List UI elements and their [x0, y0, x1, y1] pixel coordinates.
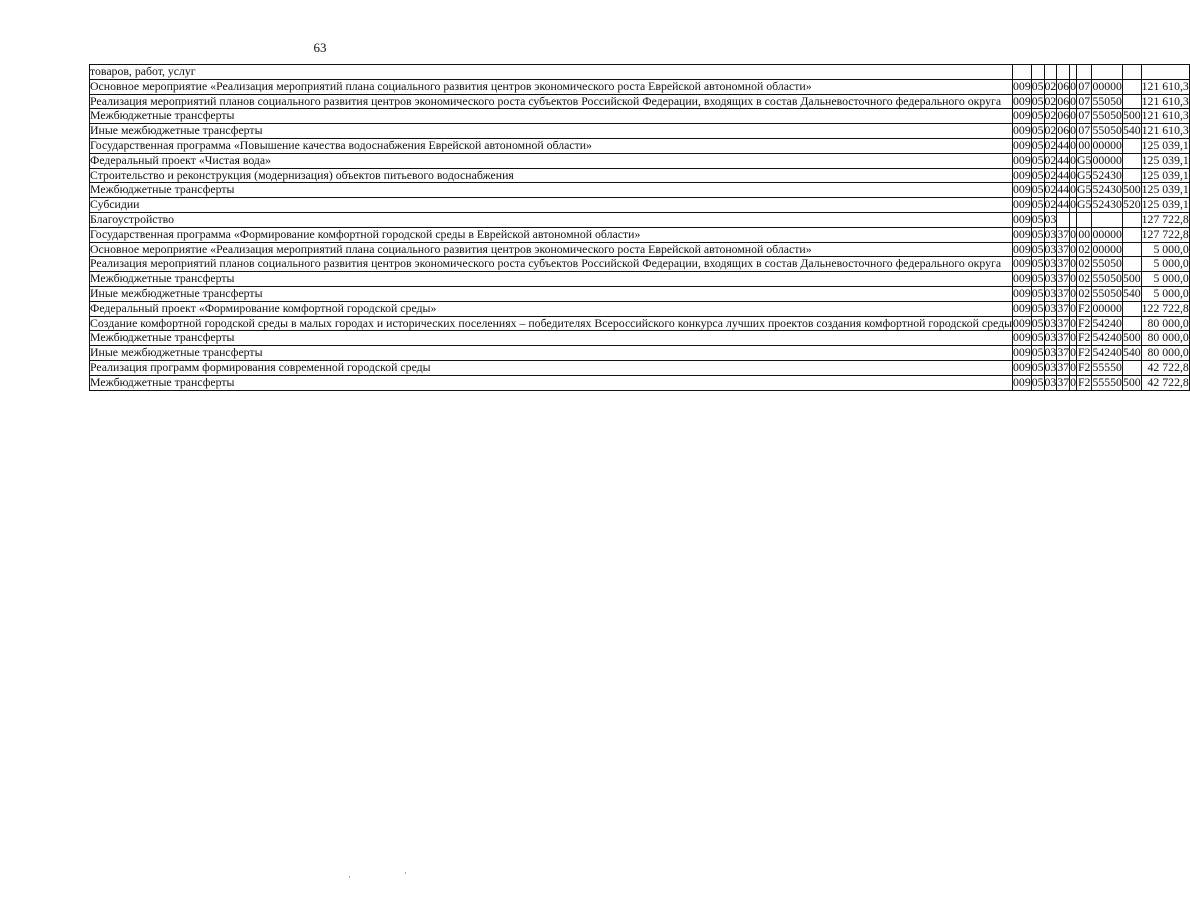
expense-type-cell: [1122, 168, 1141, 183]
expense-type-cell: 520: [1122, 197, 1141, 212]
item-name-cell: Межбюджетные трансферты: [90, 331, 1013, 346]
item-name-cell: Государственная программа «Повышение качества водоснабжения Еврейской автономной области»: [90, 138, 1013, 153]
subprogram-code-cell: 0: [1070, 197, 1077, 212]
admin-code-cell: 009: [1013, 374, 1031, 389]
item-name-cell: Иные межбюджетные трансферты: [90, 124, 1013, 139]
expense-type-cell: [1122, 138, 1141, 153]
amount-cell: 125 039,1: [1141, 197, 1189, 212]
event-code-cell: 00: [1078, 226, 1091, 241]
admin-code-cell: 009: [1013, 271, 1031, 286]
amount-cell: 5 000,0: [1141, 286, 1189, 301]
direction-code-cell: 52430: [1092, 167, 1122, 182]
item-name-cell: Федеральный проект «Формирование комфортной городской среды»: [90, 301, 1013, 316]
subsection-code-cell: 03: [1044, 256, 1057, 271]
direction-code-cell: [1092, 212, 1123, 227]
event-code-cell: 02: [1078, 271, 1091, 286]
subsection-code-cell: 03: [1044, 300, 1057, 315]
subsection-code-cell: 03: [1044, 315, 1057, 330]
admin-code-cell: 009: [1013, 241, 1031, 256]
section-code-cell: 05: [1031, 226, 1044, 241]
program-code-cell: 44: [1057, 152, 1070, 167]
admin-code-cell: [1013, 65, 1032, 80]
subsection-code-cell: 03: [1044, 271, 1057, 286]
expense-type-cell: 540: [1122, 285, 1141, 300]
subprogram-code-cell: 0: [1070, 137, 1077, 152]
amount-cell: 125 039,1: [1141, 137, 1189, 152]
item-name-cell: товаров, работ, услуг: [90, 65, 1013, 80]
item-name-cell: Основное мероприятие «Реализация мероприятий плана социального развития центров экономического роста Еврейской автономной области»: [90, 242, 1013, 257]
table-row: [90, 360, 1190, 375]
section-code-cell: 05: [1031, 152, 1044, 167]
section-code-cell: 05: [1031, 123, 1044, 138]
table-row: [90, 79, 1190, 94]
admin-code-cell: 009: [1013, 152, 1031, 167]
table-row: [90, 183, 1190, 198]
amount-cell: 121 610,3: [1141, 78, 1189, 93]
subsection-code-cell: 02: [1044, 137, 1057, 152]
item-name-cell: Реализация программ формирования современной городской среды: [90, 360, 1013, 375]
section-code-cell: 05: [1031, 241, 1044, 256]
amount-cell: 122 722,8: [1141, 300, 1189, 315]
section-code-cell: 05: [1031, 345, 1044, 360]
amount-cell: 125 039,1: [1141, 167, 1189, 182]
admin-code-cell: 009: [1013, 300, 1031, 315]
subsection-code-cell: 03: [1044, 211, 1057, 226]
program-code-cell: 06: [1057, 108, 1070, 123]
program-code-cell: 37: [1057, 300, 1070, 315]
expense-type-cell: [1122, 360, 1141, 375]
expense-type-cell: [1122, 94, 1141, 109]
event-code-cell: F2: [1077, 374, 1091, 389]
subsection-code-cell: 03: [1044, 330, 1057, 345]
budget-table: [89, 64, 1190, 391]
amount-cell: 80 000,0: [1141, 316, 1189, 331]
item-name-cell: Межбюджетные трансферты: [90, 109, 1013, 124]
subprogram-code-cell: [1070, 212, 1077, 227]
expense-type-cell: 500: [1122, 374, 1141, 389]
event-code-cell: F2: [1077, 330, 1091, 345]
item-name-cell: Межбюджетные трансферты: [90, 375, 1013, 390]
expense-type-cell: [1122, 227, 1141, 242]
program-code-cell: 44: [1057, 197, 1070, 212]
direction-code-cell: 54240: [1092, 315, 1122, 330]
table-row: [90, 198, 1190, 213]
expense-type-cell: [1122, 65, 1141, 80]
event-code-cell: [1077, 212, 1092, 227]
table-row: [90, 109, 1190, 124]
section-code-cell: [1031, 65, 1044, 80]
subprogram-code-cell: 0: [1070, 300, 1077, 315]
event-code-cell: G5: [1077, 167, 1092, 182]
direction-code-cell: 54240: [1092, 330, 1122, 345]
table-row: [90, 153, 1190, 168]
direction-code-cell: 00000: [1092, 137, 1122, 152]
section-code-cell: 05: [1031, 285, 1044, 300]
item-name-cell: Межбюджетные трансферты: [90, 183, 1013, 198]
amount-cell: 125 039,1: [1141, 182, 1189, 197]
page-number: 63: [313, 40, 327, 55]
admin-code-cell: 009: [1013, 285, 1031, 300]
event-code-cell: G5: [1077, 152, 1092, 167]
expense-type-cell: [1122, 257, 1141, 272]
section-code-cell: 05: [1031, 182, 1044, 197]
subprogram-code-cell: 0: [1070, 374, 1077, 389]
program-code-cell: 37: [1057, 285, 1070, 300]
event-code-cell: G5: [1077, 182, 1092, 197]
subprogram-code-cell: 0: [1070, 285, 1077, 300]
event-code-cell: 02: [1078, 256, 1091, 271]
table-row: [90, 272, 1190, 287]
program-code-cell: 37: [1057, 330, 1070, 345]
item-name-cell: Основное мероприятие «Реализация мероприятий плана социального развития центров экономического роста Еврейской автономной области»: [90, 79, 1013, 94]
table-row: [90, 286, 1190, 301]
subsection-code-cell: 02: [1044, 182, 1057, 197]
admin-code-cell: 009: [1013, 256, 1031, 271]
amount-cell: 125 039,1: [1141, 152, 1189, 167]
amount-cell: 5 000,0: [1141, 242, 1189, 257]
program-code-cell: 37: [1057, 226, 1070, 241]
section-code-cell: 05: [1031, 93, 1044, 108]
section-code-cell: 05: [1031, 330, 1044, 345]
direction-code-cell: 55050: [1092, 256, 1122, 271]
subsection-code-cell: 02: [1044, 108, 1057, 123]
expense-type-cell: 500: [1122, 330, 1141, 345]
program-code-cell: 37: [1057, 271, 1070, 286]
subprogram-code-cell: 0: [1070, 152, 1077, 167]
subsection-code-cell: 02: [1044, 152, 1057, 167]
amount-cell: 80 000,0: [1141, 346, 1189, 361]
admin-code-cell: 009: [1013, 315, 1031, 330]
expense-type-cell: [1122, 301, 1141, 316]
expense-type-cell: [1122, 212, 1141, 227]
event-code-cell: 07: [1078, 78, 1091, 93]
subprogram-code-cell: 0: [1070, 359, 1077, 374]
table-row: [90, 375, 1190, 390]
event-code-cell: F2: [1077, 300, 1091, 315]
expense-type-cell: [1122, 153, 1141, 168]
section-code-cell: 05: [1031, 315, 1044, 330]
admin-code-cell: 009: [1013, 123, 1031, 138]
item-name-cell: Реализация мероприятий планов социального развития центров экономического роста субъектов Российской Федерации, входящих в состав Дальневосточного федерального округа: [90, 94, 1013, 109]
subprogram-code-cell: 0: [1070, 256, 1077, 271]
item-name-cell: Строительство и реконструкция (модернизация) объектов питьевого водоснабжения: [90, 168, 1013, 183]
expense-type-cell: 500: [1122, 108, 1141, 123]
subprogram-code-cell: 0: [1070, 330, 1077, 345]
admin-code-cell: 009: [1013, 226, 1031, 241]
table-row: [90, 168, 1190, 183]
event-code-cell: F2: [1077, 345, 1091, 360]
expense-type-cell: 500: [1122, 182, 1141, 197]
scan-speck: ·: [404, 868, 407, 878]
subsection-code-cell: 03: [1044, 241, 1057, 256]
event-code-cell: 00: [1078, 137, 1091, 152]
event-code-cell: [1077, 65, 1092, 80]
program-code-cell: 06: [1057, 93, 1070, 108]
item-name-cell: Межбюджетные трансферты: [90, 272, 1013, 287]
expense-type-cell: 540: [1122, 345, 1141, 360]
subprogram-code-cell: [1070, 65, 1077, 80]
section-code-cell: 05: [1031, 137, 1044, 152]
admin-code-cell: 009: [1013, 93, 1031, 108]
program-code-cell: 06: [1057, 123, 1070, 138]
admin-code-cell: 009: [1013, 78, 1031, 93]
expense-type-cell: [1122, 316, 1141, 331]
direction-code-cell: 00000: [1092, 241, 1122, 256]
subsection-code-cell: 02: [1044, 197, 1057, 212]
event-code-cell: 07: [1078, 108, 1091, 123]
expense-type-cell: [1122, 79, 1141, 94]
subsection-code-cell: 03: [1044, 226, 1057, 241]
subsection-code-cell: [1044, 65, 1057, 80]
direction-code-cell: 00000: [1092, 78, 1122, 93]
section-code-cell: 05: [1031, 374, 1044, 389]
expense-type-cell: 540: [1122, 123, 1141, 138]
program-code-cell: 37: [1057, 345, 1070, 360]
subsection-code-cell: 02: [1044, 93, 1057, 108]
direction-code-cell: 00000: [1092, 152, 1122, 167]
admin-code-cell: 009: [1013, 182, 1031, 197]
section-code-cell: 05: [1031, 271, 1044, 286]
program-code-cell: 44: [1057, 137, 1070, 152]
section-code-cell: 05: [1031, 300, 1044, 315]
event-code-cell: 07: [1078, 123, 1091, 138]
section-code-cell: 05: [1031, 256, 1044, 271]
program-code-cell: 44: [1057, 167, 1070, 182]
admin-code-cell: 009: [1013, 197, 1031, 212]
admin-code-cell: 009: [1013, 345, 1031, 360]
table-row: [90, 212, 1190, 227]
direction-code-cell: [1092, 65, 1123, 80]
table-row: [90, 227, 1190, 242]
subprogram-code-cell: 0: [1070, 93, 1077, 108]
direction-code-cell: 55050: [1092, 123, 1122, 138]
direction-code-cell: 00000: [1092, 226, 1122, 241]
admin-code-cell: 009: [1013, 167, 1031, 182]
subprogram-code-cell: 0: [1070, 78, 1077, 93]
event-code-cell: 02: [1078, 241, 1091, 256]
direction-code-cell: 55050: [1092, 108, 1122, 123]
item-name-cell: Государственная программа «Формирование комфортной городской среды в Еврейской автономной области»: [90, 227, 1013, 242]
amount-cell: 5 000,0: [1141, 257, 1189, 272]
subsection-code-cell: 02: [1044, 78, 1057, 93]
direction-code-cell: 54240: [1092, 345, 1122, 360]
amount-cell: 5 000,0: [1141, 272, 1189, 287]
direction-code-cell: 55050: [1092, 93, 1122, 108]
item-name-cell: Иные межбюджетные трансферты: [90, 346, 1013, 361]
section-code-cell: 05: [1031, 359, 1044, 374]
table-row: [90, 138, 1190, 153]
table-row: [90, 257, 1190, 272]
scan-speck: ·: [348, 872, 351, 882]
subsection-code-cell: 02: [1044, 167, 1057, 182]
section-code-cell: 05: [1031, 108, 1044, 123]
subprogram-code-cell: 0: [1070, 241, 1077, 256]
item-name-cell: Создание комфортной городской среды в малых городах и исторических поселениях – победителях Всероссийского конкурса лучших проектов создания комфортной городской среды: [90, 315, 1013, 330]
program-code-cell: 37: [1057, 256, 1070, 271]
event-code-cell: 07: [1078, 93, 1091, 108]
event-code-cell: F2: [1077, 315, 1091, 330]
item-name-cell: Субсидии: [90, 198, 1013, 213]
program-code-cell: 44: [1057, 182, 1070, 197]
amount-cell: 121 610,3: [1141, 123, 1189, 138]
section-code-cell: 05: [1031, 211, 1044, 226]
program-code-cell: [1057, 65, 1070, 80]
amount-cell: 127 722,8: [1141, 226, 1189, 241]
subprogram-code-cell: 0: [1070, 345, 1077, 360]
direction-code-cell: 55550: [1092, 374, 1122, 389]
direction-code-cell: 00000: [1092, 300, 1122, 315]
subsection-code-cell: 03: [1044, 359, 1057, 374]
amount-cell: 80 000,0: [1141, 331, 1189, 346]
subprogram-code-cell: 0: [1070, 108, 1077, 123]
table-row: [90, 65, 1190, 80]
event-code-cell: F2: [1077, 359, 1091, 374]
program-code-cell: 37: [1057, 315, 1070, 330]
admin-code-cell: 009: [1013, 359, 1031, 374]
direction-code-cell: 55550: [1092, 359, 1122, 374]
program-code-cell: 37: [1057, 241, 1070, 256]
admin-code-cell: 009: [1013, 211, 1031, 226]
expense-type-cell: [1122, 242, 1141, 257]
direction-code-cell: 52430: [1092, 182, 1122, 197]
amount-cell: 121 610,3: [1141, 93, 1189, 108]
program-code-cell: 37: [1057, 374, 1070, 389]
table-row: [90, 124, 1190, 139]
direction-code-cell: 55050: [1092, 271, 1122, 286]
admin-code-cell: 009: [1013, 330, 1031, 345]
subprogram-code-cell: 0: [1070, 271, 1077, 286]
direction-code-cell: 55050: [1092, 285, 1122, 300]
item-name-cell: Благоустройство: [90, 212, 1013, 227]
section-code-cell: 05: [1031, 167, 1044, 182]
table-row: [90, 301, 1190, 316]
table-row: [90, 242, 1190, 257]
table-row: [90, 94, 1190, 109]
amount-cell: 127 722,8: [1141, 211, 1189, 226]
amount-cell: 42 722,8: [1141, 360, 1189, 375]
section-code-cell: 05: [1031, 78, 1044, 93]
admin-code-cell: 009: [1013, 108, 1031, 123]
item-name-cell: Реализация мероприятий планов социального развития центров экономического роста субъектов Российской Федерации, входящих в состав Дальневосточного федерального округа: [90, 257, 1013, 272]
program-code-cell: 06: [1057, 78, 1070, 93]
table-row: [90, 316, 1190, 331]
subsection-code-cell: 03: [1044, 285, 1057, 300]
event-code-cell: 02: [1078, 285, 1091, 300]
table-row: [90, 346, 1190, 361]
direction-code-cell: 52430: [1092, 197, 1122, 212]
subprogram-code-cell: 0: [1070, 167, 1077, 182]
subsection-code-cell: 02: [1044, 123, 1057, 138]
program-code-cell: 37: [1057, 359, 1070, 374]
subprogram-code-cell: 0: [1070, 226, 1077, 241]
admin-code-cell: 009: [1013, 137, 1031, 152]
amount-cell: 42 722,8: [1141, 375, 1189, 390]
amount-cell: [1141, 65, 1189, 80]
section-code-cell: 05: [1031, 197, 1044, 212]
subprogram-code-cell: 0: [1070, 182, 1077, 197]
event-code-cell: G5: [1077, 197, 1092, 212]
subsection-code-cell: 03: [1044, 374, 1057, 389]
subprogram-code-cell: 0: [1070, 315, 1077, 330]
subsection-code-cell: 03: [1044, 345, 1057, 360]
expense-type-cell: 500: [1122, 271, 1141, 286]
amount-cell: 121 610,3: [1141, 108, 1189, 123]
subprogram-code-cell: 0: [1070, 123, 1077, 138]
item-name-cell: Иные межбюджетные трансферты: [90, 286, 1013, 301]
table-row: [90, 331, 1190, 346]
budget-table-body: [90, 65, 1190, 391]
program-code-cell: [1057, 212, 1070, 227]
item-name-cell: Федеральный проект «Чистая вода»: [90, 153, 1013, 168]
